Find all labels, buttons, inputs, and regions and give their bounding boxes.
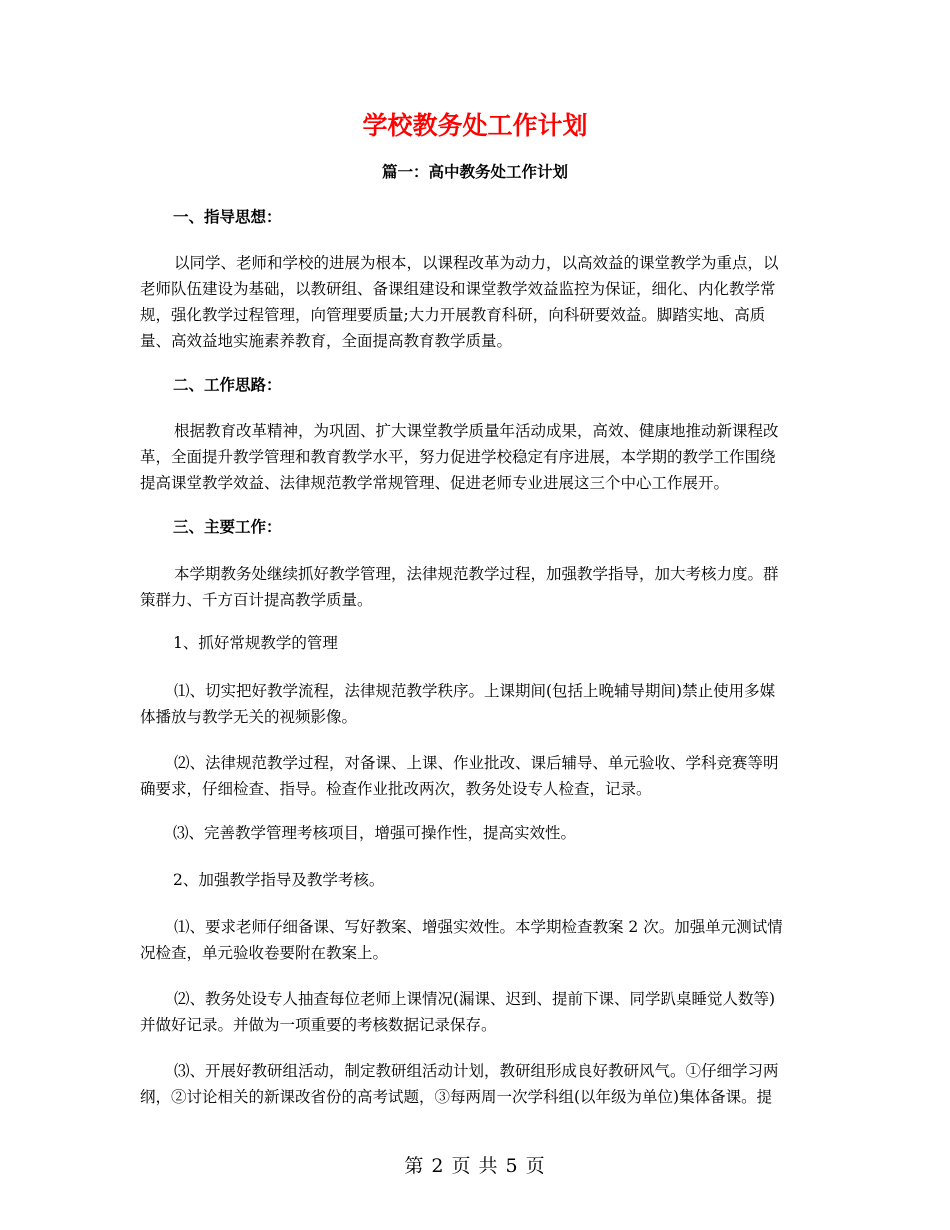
list-item-routine-teaching: 1、抓好常规教学的管理 (173, 634, 338, 652)
paragraph-line: ⑶、开展好教研组活动，制定教研组活动计划，教研组形成良好教研风气。①仔细学习两 (174, 1062, 779, 1080)
paragraph-item-1-1 (140, 678, 812, 730)
paragraph-item-1-2 (140, 750, 812, 802)
paragraph-line: ⑴、要求老师仔细备课、写好教案、增强实效性。本学期检查教案 2 次。加强单元测试情 (174, 918, 783, 936)
paragraph-line: 提高课堂教学效益、法律规范教学常规管理、促进老师专业进展这三个中心工作展开。 (140, 474, 730, 492)
document-subtitle: 篇一：高中教务处工作计划 (381, 162, 568, 181)
list-item-1-3: ⑶、完善教学管理考核项目，增强可操作性，提高实效性。 (173, 824, 577, 842)
paragraph-line: 老师队伍建设为基础，以教研组、备课组建设和课堂教学效益监控为保证，细化、内化教学常 (140, 280, 776, 298)
paragraph-item-2-1 (140, 914, 812, 966)
paragraph-line: 规，强化教学过程管理，向管理要质量;大力开展教育科研，向科研要效益。脚踏实地、高质 (140, 306, 766, 324)
paragraph-line: 革，全面提升教学管理和教育教学水平，努力促进学校稳定有序进展，本学期的教学工作围绕 (140, 448, 776, 466)
paragraph-line: 本学期教务处继续抓好教学管理，法律规范教学过程，加强教学指导，加大考核力度。群 (174, 565, 779, 583)
paragraph-work-approach (140, 418, 812, 496)
section-heading-guiding-ideology: 一、指导思想： (173, 207, 282, 226)
section-heading-work-approach: 二、工作思路： (173, 375, 282, 394)
list-item-teaching-guidance: 2、加强教学指导及教学考核。 (173, 871, 385, 889)
paragraph-line: 以同学、老师和学校的进展为根本，以课程改革为动力，以高效益的课堂教学为重点，以 (174, 254, 779, 272)
paragraph-line: ⑴、切实把好教学流程，法律规范教学秩序。上课期间(包括上晚辅导期间)禁止使用多媒 (174, 682, 776, 700)
paragraph-item-2-2 (140, 986, 812, 1038)
section-heading-main-work: 三、主要工作： (173, 517, 282, 536)
paragraph-line: 况检查，单元验收卷要附在教案上。 (140, 944, 389, 962)
paragraph-line: 并做好记录。并做为一项重要的考核数据记录保存。 (140, 1016, 497, 1034)
paragraph-main-work-intro (140, 561, 812, 613)
paragraph-guiding-ideology (140, 250, 812, 354)
document-title: 学校教务处工作计划 (362, 111, 588, 140)
paragraph-line: 确要求，仔细检查、指导。检查作业批改两次，教务处设专人检查，记录。 (140, 780, 652, 798)
paragraph-line: ⑵、教务处设专人抽查每位老师上课情况(漏课、迟到、提前下课、同学趴桌睡觉人数等) (174, 990, 776, 1008)
paragraph-line: 量、高效益地实施素养教育，全面提高教育教学质量。 (140, 332, 513, 350)
paragraph-line: ⑵、法律规范教学过程，对备课、上课、作业批改、课后辅导、单元验收、学科竞赛等明 (174, 754, 779, 772)
paragraph-line: 策群力、千方百计提高教学质量。 (140, 591, 373, 609)
paragraph-line: 根据教育改革精神，为巩固、扩大课堂教学质量年活动成果，高效、健康地推动新课程改 (174, 422, 779, 440)
paragraph-line: 纲，②讨论相关的新课改省份的高考试题，③每两周一次学科组(以年级为单位)集体备课。提 (140, 1088, 773, 1106)
page-number-footer: 第 2 页 共 5 页 (404, 1155, 546, 1177)
paragraph-item-2-3 (140, 1058, 812, 1110)
paragraph-line: 体播放与教学无关的视频影像。 (140, 708, 358, 726)
